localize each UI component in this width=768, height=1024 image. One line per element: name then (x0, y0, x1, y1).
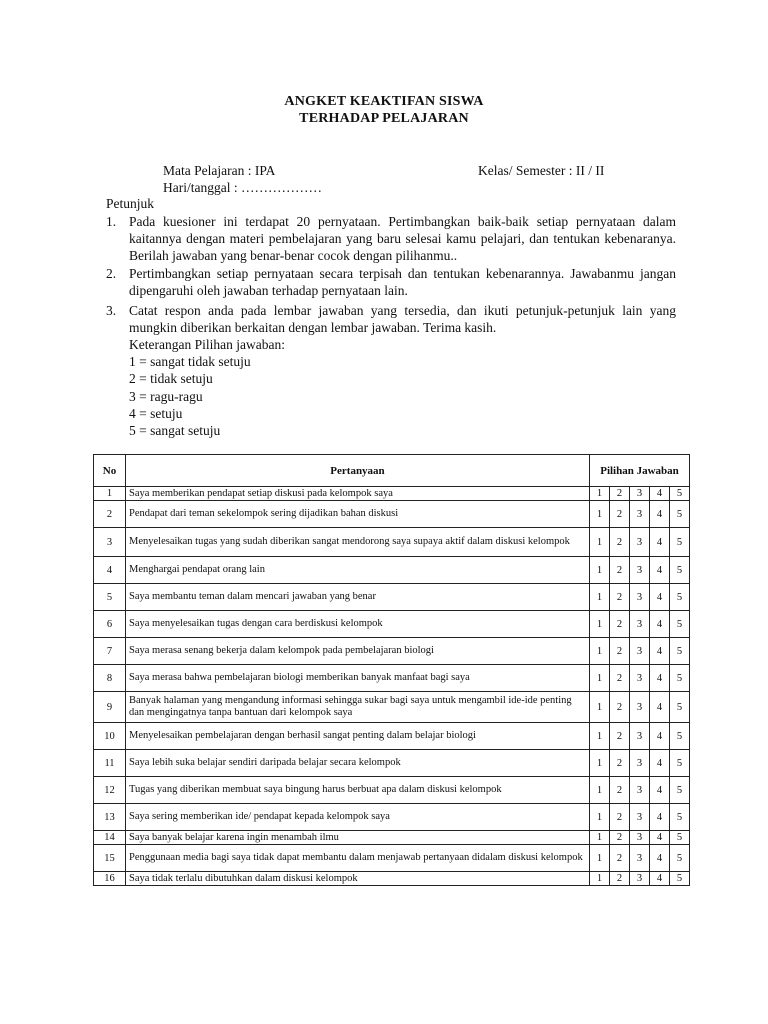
question-text: Saya menyelesaikan tugas dengan cara berdiskusi kelompok (126, 611, 590, 638)
answer-choice-5[interactable]: 5 (670, 557, 690, 584)
answer-choice-1[interactable]: 1 (590, 750, 610, 777)
answer-choice-1[interactable]: 1 (590, 845, 610, 872)
answer-choice-3[interactable]: 3 (630, 665, 650, 692)
answer-choice-5[interactable]: 5 (670, 487, 690, 501)
table-row (94, 557, 690, 584)
instruction-text: Pada kuesioner ini terdapat 20 pernyataan. Pertimbangkan baik-baik setiap pernyataan dalam kaitannya dengan materi pembelajaran yang baru selesai kamu pelajari, dan tentukan kebenaranya. Berilah jawaban yang benar-benar cocok dengan pilihanmu.. (129, 214, 676, 263)
answer-choice-5[interactable]: 5 (670, 777, 690, 804)
header-no: No (94, 455, 126, 487)
answer-choice-1[interactable]: 1 (590, 584, 610, 611)
answer-legend-item: 1 = sangat tidak setuju (129, 354, 251, 370)
instruction-item (106, 265, 676, 299)
answer-choice-5[interactable]: 5 (670, 528, 690, 557)
table-row (94, 611, 690, 638)
instruction-item (106, 302, 676, 336)
instruction-text: Pertimbangkan setiap pernyataan secara terpisah dan tentukan kebenarannya. Jawabanmu jangan dipengaruhi oleh jawaban terhadap pernyataan lain. (129, 266, 676, 298)
answer-legend-item: 3 = ragu-ragu (129, 388, 203, 404)
answer-choice-4[interactable]: 4 (650, 501, 670, 528)
answer-choice-1[interactable]: 1 (590, 831, 610, 845)
question-text: Penggunaan media bagi saya tidak dapat membantu dalam menjawab pertanyaan didalam diskusi kelompok (126, 845, 590, 872)
question-text: Saya merasa senang bekerja dalam kelompok pada pembelajaran biologi (126, 638, 590, 665)
instruction-number: 2. (106, 266, 117, 281)
question-text: Saya merasa bahwa pembelajaran biologi memberikan banyak manfaat bagi saya (126, 665, 590, 692)
answer-choice-2[interactable]: 2 (610, 501, 630, 528)
questionnaire-body (94, 487, 690, 886)
answer-choice-4[interactable]: 4 (650, 804, 670, 831)
instruction-text: Catat respon anda pada lembar jawaban yang tersedia, dan ikuti petunjuk-petunjuk lain yang mungkin diberikan berkaitan dengan lembar jawaban. Terima kasih. (129, 303, 676, 335)
row-number: 5 (94, 584, 126, 611)
answer-choice-5[interactable]: 5 (670, 584, 690, 611)
row-number: 6 (94, 611, 126, 638)
answer-choice-3[interactable]: 3 (630, 845, 650, 872)
row-number: 1 (94, 487, 126, 501)
answer-choice-5[interactable]: 5 (670, 692, 690, 723)
question-text: Menyelesaikan pembelajaran dengan berhasil sangat penting dalam belajar biologi (126, 723, 590, 750)
row-number: 10 (94, 723, 126, 750)
instruction-number: 1. (106, 214, 117, 229)
answer-choice-2[interactable]: 2 (610, 804, 630, 831)
answer-choice-4[interactable]: 4 (650, 584, 670, 611)
answer-choice-3[interactable]: 3 (630, 557, 650, 584)
answer-choice-2[interactable]: 2 (610, 528, 630, 557)
answer-choice-1[interactable]: 1 (590, 665, 610, 692)
subject-field: Mata Pelajaran : IPA (163, 163, 276, 178)
header-answer-choices: Pilihan Jawaban (590, 455, 690, 487)
answer-choice-3[interactable]: 3 (630, 723, 650, 750)
answer-choice-4[interactable]: 4 (650, 638, 670, 665)
table-row (94, 750, 690, 777)
table-row (94, 487, 690, 501)
table-row (94, 723, 690, 750)
answer-choice-3[interactable]: 3 (630, 487, 650, 501)
row-number: 4 (94, 557, 126, 584)
question-text: Saya membantu teman dalam mencari jawaban yang benar (126, 584, 590, 611)
answer-legend-title: Keterangan Pilihan jawaban: (129, 337, 285, 352)
instruction-item (106, 213, 676, 264)
answer-choice-1[interactable]: 1 (590, 804, 610, 831)
answer-choice-4[interactable]: 4 (650, 750, 670, 777)
answer-choice-1[interactable]: 1 (590, 777, 610, 804)
table-row (94, 872, 690, 886)
answer-choice-3[interactable]: 3 (630, 831, 650, 845)
answer-choice-5[interactable]: 5 (670, 872, 690, 886)
row-number: 15 (94, 845, 126, 872)
document-title: ANGKET KEAKTIFAN SISWA (284, 94, 484, 109)
table-row (94, 804, 690, 831)
header-question: Pertanyaan (126, 455, 590, 487)
class-semester-field: Kelas/ Semester : II / II (478, 163, 605, 178)
answer-choice-3[interactable]: 3 (630, 692, 650, 723)
answer-choice-2[interactable]: 2 (610, 611, 630, 638)
answer-choice-2[interactable]: 2 (610, 692, 630, 723)
answer-choice-4[interactable]: 4 (650, 487, 670, 501)
answer-choice-4[interactable]: 4 (650, 557, 670, 584)
answer-legend-item: 4 = setuju (129, 405, 183, 421)
answer-choice-2[interactable]: 2 (610, 665, 630, 692)
row-number: 11 (94, 750, 126, 777)
answer-choice-3[interactable]: 3 (630, 750, 650, 777)
question-text: Saya lebih suka belajar sendiri daripada belajar secara kelompok (126, 750, 590, 777)
answer-choice-3[interactable]: 3 (630, 872, 650, 886)
row-number: 13 (94, 804, 126, 831)
instruction-number: 3. (106, 303, 117, 318)
answer-choice-3[interactable]: 3 (630, 638, 650, 665)
row-number: 7 (94, 638, 126, 665)
answer-choice-1[interactable]: 1 (590, 723, 610, 750)
table-row (94, 777, 690, 804)
table-row (94, 584, 690, 611)
answer-choice-3[interactable]: 3 (630, 501, 650, 528)
answer-choice-3[interactable]: 3 (630, 528, 650, 557)
answer-choice-3[interactable]: 3 (630, 804, 650, 831)
instructions-heading: Petunjuk (106, 196, 155, 211)
table-row (94, 638, 690, 665)
question-text: Saya banyak belajar karena ingin menambah ilmu (126, 831, 590, 845)
row-number: 12 (94, 777, 126, 804)
row-number: 14 (94, 831, 126, 845)
answer-choice-5[interactable]: 5 (670, 804, 690, 831)
table-row (94, 692, 690, 723)
table-row (94, 665, 690, 692)
answer-choice-5[interactable]: 5 (670, 501, 690, 528)
table-row (94, 831, 690, 845)
answer-choice-1[interactable]: 1 (590, 501, 610, 528)
answer-choice-5[interactable]: 5 (670, 750, 690, 777)
table-row (94, 845, 690, 872)
answer-choice-1[interactable]: 1 (590, 528, 610, 557)
answer-choice-3[interactable]: 3 (630, 584, 650, 611)
answer-choice-2[interactable]: 2 (610, 487, 630, 501)
answer-choice-4[interactable]: 4 (650, 665, 670, 692)
answer-legend-item: 2 = tidak setuju (129, 371, 213, 387)
answer-choice-5[interactable]: 5 (670, 665, 690, 692)
date-field: Hari/tanggal : ……………… (163, 180, 322, 195)
answer-choice-4[interactable]: 4 (650, 845, 670, 872)
table-row (94, 501, 690, 528)
answer-choice-1[interactable]: 1 (590, 638, 610, 665)
answer-choice-2[interactable]: 2 (610, 723, 630, 750)
question-text: Saya sering memberikan ide/ pendapat kepada kelompok saya (126, 804, 590, 831)
answer-choice-1[interactable]: 1 (590, 557, 610, 584)
answer-choice-2[interactable]: 2 (610, 872, 630, 886)
answer-choice-4[interactable]: 4 (650, 831, 670, 845)
answer-choice-2[interactable]: 2 (610, 557, 630, 584)
answer-choice-2[interactable]: 2 (610, 831, 630, 845)
answer-choice-2[interactable]: 2 (610, 638, 630, 665)
answer-choice-4[interactable]: 4 (650, 723, 670, 750)
question-text: Saya memberikan pendapat setiap diskusi pada kelompok saya (126, 487, 590, 501)
question-text: Banyak halaman yang mengandung informasi sehingga sukar bagi saya untuk mengambil ide-ide penting dan mengingatnya tanpa bantuan dari kelompok saya (126, 692, 590, 723)
answer-choice-1[interactable]: 1 (590, 872, 610, 886)
questionnaire-table (93, 454, 690, 886)
answer-choice-1[interactable]: 1 (590, 692, 610, 723)
answer-choice-5[interactable]: 5 (670, 845, 690, 872)
question-text: Tugas yang diberikan membuat saya bingung harus berbuat apa dalam diskusi kelompok (126, 777, 590, 804)
answer-choice-2[interactable]: 2 (610, 845, 630, 872)
row-number: 2 (94, 501, 126, 528)
answer-choice-1[interactable]: 1 (590, 611, 610, 638)
answer-choice-2[interactable]: 2 (610, 777, 630, 804)
answer-choice-4[interactable]: 4 (650, 872, 670, 886)
question-text: Menghargai pendapat orang lain (126, 557, 590, 584)
table-row (94, 528, 690, 557)
answer-choice-4[interactable]: 4 (650, 528, 670, 557)
answer-choice-5[interactable]: 5 (670, 611, 690, 638)
answer-choice-2[interactable]: 2 (610, 750, 630, 777)
answer-legend-item: 5 = sangat setuju (129, 423, 221, 439)
answer-choice-5[interactable]: 5 (670, 723, 690, 750)
row-number: 3 (94, 528, 126, 557)
answer-choice-4[interactable]: 4 (650, 692, 670, 723)
question-text: Saya tidak terlalu dibutuhkan dalam diskusi kelompok (126, 872, 590, 886)
answer-choice-1[interactable]: 1 (590, 487, 610, 501)
row-number: 8 (94, 665, 126, 692)
answer-choice-4[interactable]: 4 (650, 777, 670, 804)
row-number: 16 (94, 872, 126, 886)
answer-choice-2[interactable]: 2 (610, 584, 630, 611)
table-header-row (94, 455, 690, 487)
answer-choice-4[interactable]: 4 (650, 611, 670, 638)
answer-choice-5[interactable]: 5 (670, 638, 690, 665)
row-number: 9 (94, 692, 126, 723)
question-text: Menyelesaikan tugas yang sudah diberikan sangat mendorong saya supaya aktif dalam diskusi kelompok (126, 528, 590, 557)
document-subtitle: TERHADAP PELAJARAN (299, 111, 469, 126)
question-text: Pendapat dari teman sekelompok sering dijadikan bahan diskusi (126, 501, 590, 528)
answer-legend (129, 336, 285, 439)
answer-choice-3[interactable]: 3 (630, 611, 650, 638)
answer-choice-5[interactable]: 5 (670, 831, 690, 845)
answer-choice-3[interactable]: 3 (630, 777, 650, 804)
